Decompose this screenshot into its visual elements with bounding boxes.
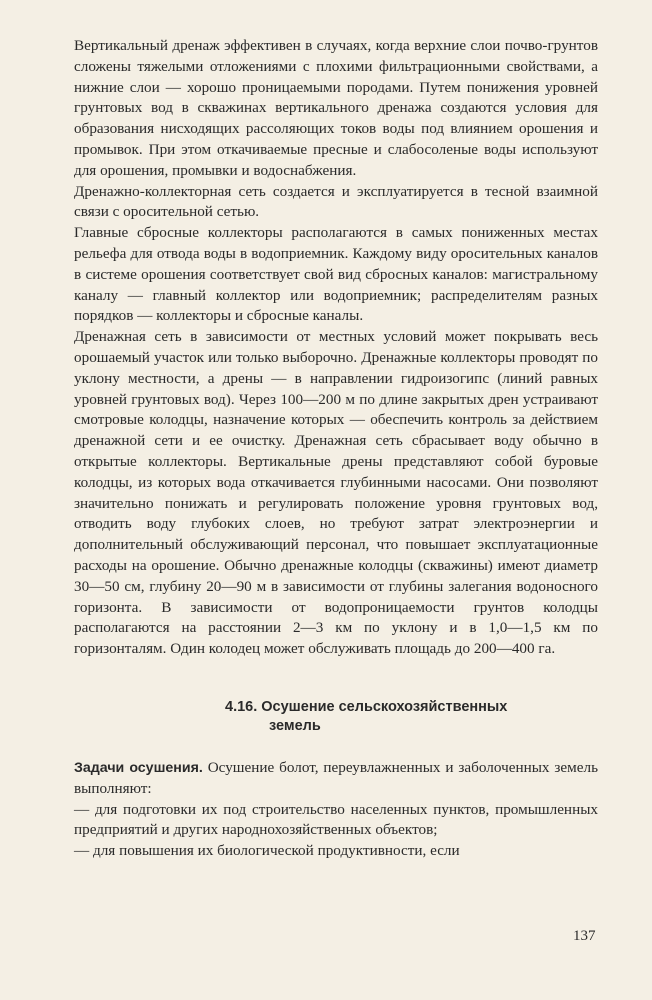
paragraph-drainage-collector-network: Дренажно-коллекторная сеть создается и эксплуатируется в тесной взаимной связи с оросительной сетью.	[74, 182, 598, 221]
paragraph-vertical-drainage: Вертикальный дренаж эффективен в случаях, когда верхние слои почво-грунтов сложены тяжелыми отложениями с плохими фильтрационными свойствами, а нижние слои — хорошо проницаемыми породами. Путем понижения уровней грунтовых вод в скважинах вертикального дренажа создаются условия для образования нисходящих рассоляющих токов воды под влиянием орошения и промывок. При этом откачиваемые пресные и слабосоленые воды используют для орошения, промывки и водоснабжения.	[74, 37, 598, 179]
section-heading-line2: земель	[269, 717, 321, 734]
drainage-tasks-text: Осушение болот, переувлажненных и заболоченных земель выполняют:	[74, 758, 598, 797]
list-item-productivity: — для повышения их биологической продуктивности, если	[74, 842, 460, 860]
page-content	[74, 36, 598, 862]
drainage-tasks-lead: Задачи осушения.	[74, 759, 203, 776]
list-item-construction: — для подготовки их под строительство населенных пунктов, промышленных предприятий и других народнохозяйственных объектов;	[74, 800, 598, 839]
page-number: 137	[573, 928, 596, 944]
section-heading	[74, 698, 598, 736]
paragraph-drainage-network: Дренажная сеть в зависимости от местных условий может покрывать весь орошаемый участок или только выборочно. Дренажные коллекторы проводят по уклону местности, а дрены — в направлении гидроизогипс (линий равных уровней грунтовых вод). Через 100—200 м по длине закрытых дрен устраивают смотровые колодцы, назначение которых — обеспечить контроль за действием дренажной сети и ее очистку. Дренажная сеть сбрасывает воду обычно в открытые коллекторы. Вертикальные дрены представляют собой буровые колодцы, из которых вода откачивается глубинными насосами. Они позволяют значительно понижать и регулировать положение уровня грунтовых вод, отводить воду глубоких слоев, но требуют затрат электроэнергии и дополнительный обслуживающий персонал, что повышает эксплуатационные расходы на орошение. Обычно дренажные колодцы (скважины) имеют диаметр 30—50 см, глубину 20—90 м в зависимости от глубины залегания водоносного горизонта. В зависимости от водопроницаемости грунтов колодцы располагаются на расстоянии 2—3 км по уклону и в 1,0—1,5 км по горизонталям. Один колодец может обслуживать площадь до 200—400 га.	[74, 328, 598, 658]
paragraph-drainage-tasks	[74, 758, 598, 800]
paragraph-main-collectors: Главные сбросные коллекторы располагаются в самых пониженных местах рельефа для отвода воды в водоприемник. Каждому виду оросительных каналов в системе орошения соответствует свой вид сбросных каналов: магистральному каналу — главный коллектор или водоприемник; распределителям разных порядков — коллекторы и сбросные каналы.	[74, 224, 598, 325]
section-heading-line1: 4.16. Осушение сельскохозяйственных	[225, 698, 508, 715]
